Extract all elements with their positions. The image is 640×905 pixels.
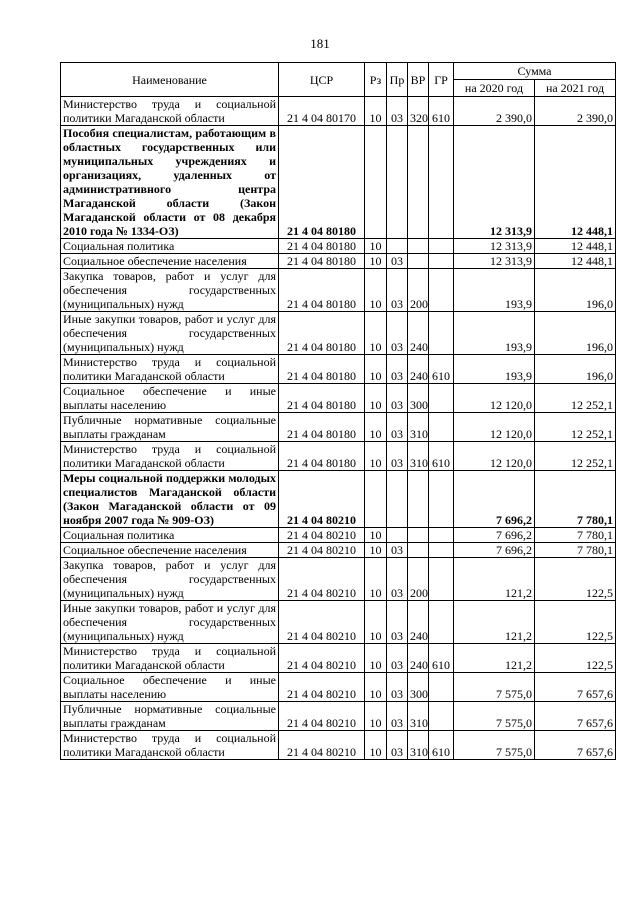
cell-pr: 03 — [387, 702, 408, 731]
cell-gr: 610 — [429, 731, 454, 760]
cell-sum-2021: 196,0 — [535, 355, 616, 384]
cell-vr — [408, 254, 429, 269]
cell-sum-2021: 12 252,1 — [535, 442, 616, 471]
cell-csr: 21 4 04 80210 — [279, 471, 365, 528]
cell-rz: 10 — [365, 673, 387, 702]
cell-rz: 10 — [365, 355, 387, 384]
table-row — [61, 442, 616, 471]
table-row — [61, 644, 616, 673]
cell-csr: 21 4 04 80210 — [279, 731, 365, 760]
table-row — [61, 413, 616, 442]
cell-rz: 10 — [365, 413, 387, 442]
cell-pr: 03 — [387, 355, 408, 384]
table-body — [61, 97, 616, 760]
cell-gr — [429, 312, 454, 355]
table-row — [61, 528, 616, 543]
cell-sum-2021: 196,0 — [535, 312, 616, 355]
cell-sum-2021: 2 390,0 — [535, 97, 616, 126]
table-row — [61, 702, 616, 731]
cell-rz: 10 — [365, 239, 387, 254]
cell-vr: 310 — [408, 731, 429, 760]
cell-sum-2020: 121,2 — [454, 644, 535, 673]
cell-sum-2020: 193,9 — [454, 312, 535, 355]
header-rz: Рз — [365, 63, 387, 97]
cell-rz: 10 — [365, 312, 387, 355]
table-row — [61, 384, 616, 413]
cell-csr: 21 4 04 80180 — [279, 254, 365, 269]
cell-pr: 03 — [387, 558, 408, 601]
cell-csr: 21 4 04 80210 — [279, 601, 365, 644]
cell-name: Пособия специалистам, работающим в областных государственных или муниципальных учреждениях и организациях, удаленных от административного центра Магаданской области (Закон Магаданской области от 08 декабря 2010 года № 1334-ОЗ) — [61, 126, 279, 239]
table-row — [61, 126, 616, 239]
cell-rz — [365, 471, 387, 528]
cell-vr: 300 — [408, 673, 429, 702]
cell-pr: 03 — [387, 601, 408, 644]
cell-pr — [387, 471, 408, 528]
cell-gr — [429, 528, 454, 543]
cell-csr: 21 4 04 80210 — [279, 673, 365, 702]
cell-rz: 10 — [365, 97, 387, 126]
cell-sum-2021: 122,5 — [535, 644, 616, 673]
cell-name: Социальное обеспечение и иные выплаты населению — [61, 673, 279, 702]
cell-name: Социальная политика — [61, 528, 279, 543]
cell-name: Иные закупки товаров, работ и услуг для обеспечения государственных (муниципальных) нужд — [61, 312, 279, 355]
cell-sum-2021: 7 657,6 — [535, 702, 616, 731]
cell-vr: 310 — [408, 413, 429, 442]
cell-csr: 21 4 04 80180 — [279, 355, 365, 384]
cell-pr: 03 — [387, 413, 408, 442]
table-row — [61, 239, 616, 254]
cell-pr: 03 — [387, 97, 408, 126]
cell-vr: 320 — [408, 97, 429, 126]
cell-gr — [429, 471, 454, 528]
table-row — [61, 312, 616, 355]
cell-vr: 310 — [408, 442, 429, 471]
cell-name: Иные закупки товаров, работ и услуг для обеспечения государственных (муниципальных) нужд — [61, 601, 279, 644]
cell-vr — [408, 239, 429, 254]
cell-sum-2020: 193,9 — [454, 355, 535, 384]
table-row — [61, 731, 616, 760]
table-row — [61, 558, 616, 601]
cell-name: Закупка товаров, работ и услуг для обеспечения государственных (муниципальных) нужд — [61, 269, 279, 312]
cell-pr: 03 — [387, 384, 408, 413]
cell-pr: 03 — [387, 644, 408, 673]
cell-sum-2020: 7 575,0 — [454, 702, 535, 731]
cell-name: Социальное обеспечение населения — [61, 543, 279, 558]
cell-vr: 240 — [408, 355, 429, 384]
cell-gr — [429, 558, 454, 601]
cell-gr: 610 — [429, 644, 454, 673]
header-gr: ГР — [429, 63, 454, 97]
cell-sum-2021: 12 448,1 — [535, 126, 616, 239]
cell-name: Социальное обеспечение и иные выплаты населению — [61, 384, 279, 413]
cell-rz: 10 — [365, 442, 387, 471]
cell-sum-2020: 12 313,9 — [454, 239, 535, 254]
cell-rz: 10 — [365, 543, 387, 558]
cell-sum-2021: 7 780,1 — [535, 543, 616, 558]
cell-rz — [365, 126, 387, 239]
cell-sum-2021: 7 657,6 — [535, 673, 616, 702]
header-name: Наименование — [61, 63, 279, 97]
cell-sum-2021: 12 252,1 — [535, 413, 616, 442]
cell-vr — [408, 471, 429, 528]
cell-gr — [429, 269, 454, 312]
cell-gr: 610 — [429, 355, 454, 384]
table-row — [61, 543, 616, 558]
cell-csr: 21 4 04 80210 — [279, 528, 365, 543]
cell-sum-2021: 7 657,6 — [535, 731, 616, 760]
cell-sum-2020: 12 313,9 — [454, 126, 535, 239]
cell-csr: 21 4 04 80180 — [279, 126, 365, 239]
cell-sum-2020: 12 120,0 — [454, 442, 535, 471]
cell-name: Социальное обеспечение населения — [61, 254, 279, 269]
cell-vr: 200 — [408, 269, 429, 312]
cell-vr: 310 — [408, 702, 429, 731]
cell-pr: 03 — [387, 442, 408, 471]
cell-csr: 21 4 04 80180 — [279, 384, 365, 413]
cell-name: Меры социальной поддержки молодых специалистов Магаданской области (Закон Магаданской области от 09 ноября 2007 года № 909-ОЗ) — [61, 471, 279, 528]
cell-name: Министерство труда и социальной политики Магаданской области — [61, 355, 279, 384]
cell-name: Министерство труда и социальной политики Магаданской области — [61, 442, 279, 471]
cell-pr: 03 — [387, 673, 408, 702]
cell-csr: 21 4 04 80210 — [279, 702, 365, 731]
cell-sum-2020: 121,2 — [454, 601, 535, 644]
table-row — [61, 97, 616, 126]
table-row — [61, 269, 616, 312]
cell-vr: 240 — [408, 644, 429, 673]
cell-name: Министерство труда и социальной политики Магаданской области — [61, 731, 279, 760]
header-csr: ЦСР — [279, 63, 365, 97]
budget-table — [60, 62, 616, 760]
table-row — [61, 254, 616, 269]
cell-csr: 21 4 04 80210 — [279, 558, 365, 601]
cell-csr: 21 4 04 80180 — [279, 269, 365, 312]
cell-gr — [429, 126, 454, 239]
cell-gr: 610 — [429, 97, 454, 126]
cell-gr — [429, 673, 454, 702]
cell-pr: 03 — [387, 269, 408, 312]
cell-rz: 10 — [365, 528, 387, 543]
cell-sum-2020: 7 696,2 — [454, 543, 535, 558]
cell-pr: 03 — [387, 312, 408, 355]
cell-sum-2020: 7 575,0 — [454, 731, 535, 760]
cell-name: Министерство труда и социальной политики Магаданской области — [61, 644, 279, 673]
cell-name: Публичные нормативные социальные выплаты гражданам — [61, 702, 279, 731]
cell-name: Закупка товаров, работ и услуг для обеспечения государственных (муниципальных) нужд — [61, 558, 279, 601]
cell-sum-2020: 7 696,2 — [454, 528, 535, 543]
cell-name: Социальная политика — [61, 239, 279, 254]
cell-vr: 240 — [408, 312, 429, 355]
cell-rz: 10 — [365, 731, 387, 760]
cell-gr — [429, 702, 454, 731]
cell-sum-2021: 196,0 — [535, 269, 616, 312]
cell-sum-2020: 7 696,2 — [454, 471, 535, 528]
cell-gr — [429, 601, 454, 644]
cell-sum-2021: 12 448,1 — [535, 254, 616, 269]
cell-sum-2021: 12 252,1 — [535, 384, 616, 413]
cell-rz: 10 — [365, 384, 387, 413]
cell-vr — [408, 528, 429, 543]
cell-csr: 21 4 04 80180 — [279, 442, 365, 471]
header-sum: Сумма — [454, 63, 616, 80]
cell-vr: 300 — [408, 384, 429, 413]
cell-sum-2021: 7 780,1 — [535, 528, 616, 543]
cell-csr: 21 4 04 80210 — [279, 644, 365, 673]
cell-gr — [429, 384, 454, 413]
cell-gr — [429, 543, 454, 558]
cell-sum-2020: 12 313,9 — [454, 254, 535, 269]
cell-gr — [429, 254, 454, 269]
table-header — [61, 63, 616, 97]
cell-sum-2020: 2 390,0 — [454, 97, 535, 126]
cell-vr: 200 — [408, 558, 429, 601]
cell-sum-2021: 122,5 — [535, 601, 616, 644]
table-row — [61, 471, 616, 528]
cell-pr: 03 — [387, 543, 408, 558]
cell-sum-2021: 122,5 — [535, 558, 616, 601]
cell-csr: 21 4 04 80210 — [279, 543, 365, 558]
cell-gr: 610 — [429, 442, 454, 471]
table-row — [61, 601, 616, 644]
cell-rz: 10 — [365, 702, 387, 731]
cell-gr — [429, 239, 454, 254]
cell-sum-2020: 7 575,0 — [454, 673, 535, 702]
page-number: 181 — [310, 36, 330, 51]
cell-pr — [387, 239, 408, 254]
cell-sum-2020: 193,9 — [454, 269, 535, 312]
cell-pr: 03 — [387, 731, 408, 760]
cell-vr — [408, 543, 429, 558]
cell-pr: 03 — [387, 254, 408, 269]
header-year-2020: на 2020 год — [454, 80, 535, 97]
cell-csr: 21 4 04 80180 — [279, 312, 365, 355]
header-pr: Пр — [387, 63, 408, 97]
table-row — [61, 673, 616, 702]
header-year-2021: на 2021 год — [535, 80, 616, 97]
cell-csr: 21 4 04 80170 — [279, 97, 365, 126]
header-vr: ВР — [408, 63, 429, 97]
cell-vr: 240 — [408, 601, 429, 644]
cell-rz: 10 — [365, 269, 387, 312]
cell-rz: 10 — [365, 254, 387, 269]
cell-pr — [387, 528, 408, 543]
cell-sum-2021: 7 780,1 — [535, 471, 616, 528]
cell-rz: 10 — [365, 558, 387, 601]
cell-rz: 10 — [365, 644, 387, 673]
cell-name: Публичные нормативные социальные выплаты гражданам — [61, 413, 279, 442]
cell-pr — [387, 126, 408, 239]
cell-csr: 21 4 04 80180 — [279, 413, 365, 442]
cell-name: Министерство труда и социальной политики Магаданской области — [61, 97, 279, 126]
table-row — [61, 355, 616, 384]
cell-sum-2020: 121,2 — [454, 558, 535, 601]
cell-gr — [429, 413, 454, 442]
cell-sum-2021: 12 448,1 — [535, 239, 616, 254]
cell-sum-2020: 12 120,0 — [454, 384, 535, 413]
cell-sum-2020: 12 120,0 — [454, 413, 535, 442]
cell-vr — [408, 126, 429, 239]
cell-csr: 21 4 04 80180 — [279, 239, 365, 254]
cell-rz: 10 — [365, 601, 387, 644]
